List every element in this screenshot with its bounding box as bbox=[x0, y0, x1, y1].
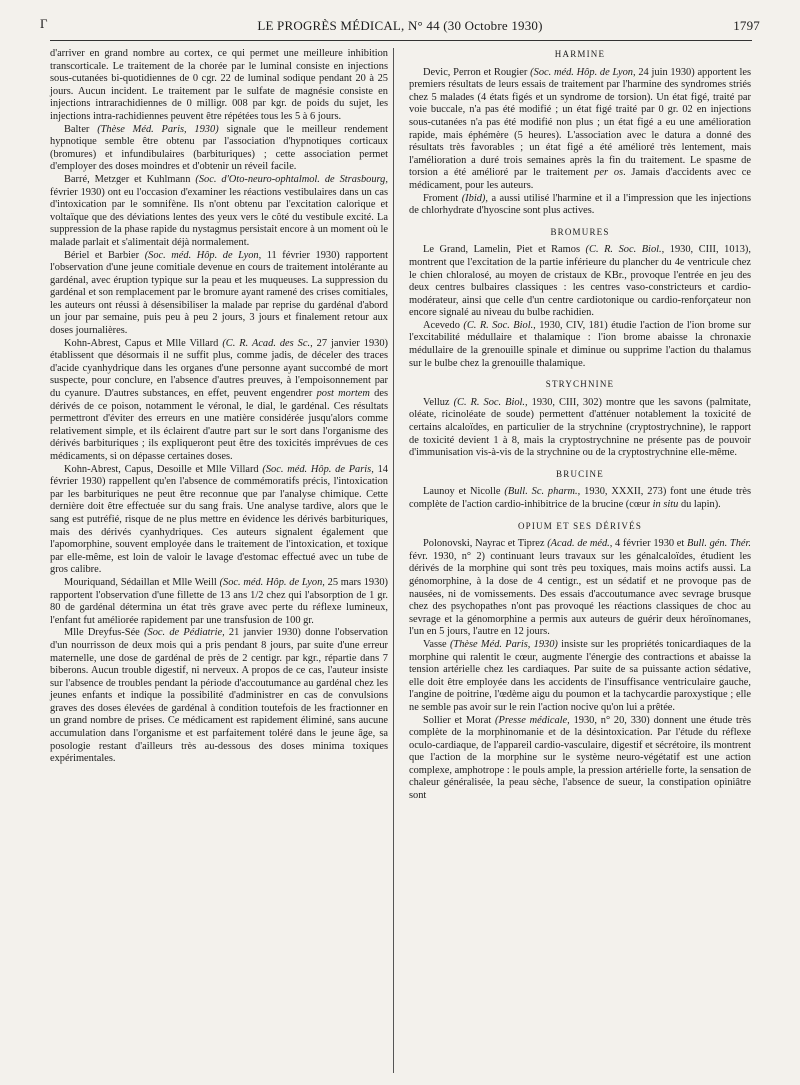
paragraph-text: 11 février 1930) rapportent l'observation d'une jeune comitiale devenue en cours de traitement intolérante au gardénal, avec éruption typique sur la peau et les muqueuses. La suppression du gardénal et son remplacement par le bromure ayant ramené des crises comitiales, les auteurs ont réussi à désensibiliser la malade par reprise du gardénal d'abord un jour par semaine, puis peu à peu 2 jours, 3 jours et finalement retour aux doses journalières. bbox=[50, 249, 388, 337]
reference: (Thèse Méd. Paris, 1930) bbox=[449, 638, 558, 650]
author-names: Mouriquand, Sédaillan et Mlle Weill bbox=[64, 576, 217, 588]
column-divider bbox=[393, 48, 394, 1073]
author-names: Kohn-Abrest, Capus et Mlle Villard bbox=[64, 337, 219, 349]
running-title: LE PROGRÈS MÉDICAL, N° 44 (30 Octobre 1930) bbox=[257, 18, 543, 33]
section-heading: HARMINE bbox=[554, 49, 606, 59]
reference: (Thèse Méd. Paris, 1930) bbox=[97, 123, 219, 135]
paragraph-text: 1930, CIII, 302) montre que les savons (palmitate, oléate, ricinoléate de soude) permettent d'atténuer notablement la toxicité de certains alcaloïdes, en particulier de la strychnine (cryptostrychnine), le rapport de toxicité devient 1 à 8, mais la cryptostrychnine ne présente pas de pouvoir d'immunisation vis-à-vis de la strychnine ou de la cryptostrychnine elle-même. bbox=[409, 396, 751, 459]
section-heading: OPIUM ET SES DÉRIVÉS bbox=[517, 520, 643, 531]
paragraph: d'arriver en grand nombre au cortex, ce qui permet une meilleure inhibition transcorticale. Le traitement de la chorée par le luminal consiste en injections sous-cutanées bi-quotidiennes de 0 cgr. 22 de luminal sodique pendant 20 à 25 jours. Aucun incident. Le traitement par le sulfate de magnésie consiste en injections intrarachidiennes de 0 milligr. 008 par kgr. de poids du sujet, les injections intra-rachidiennes peuvent être répétées tous les 5 à 6 jours. bbox=[50, 48, 388, 122]
paragraph bbox=[409, 538, 751, 639]
paragraph-text: 21 janvier 1930) donne l'observation d'un nourrisson de deux mois qui a pris pendant 8 jours, par suite d'une erreur maternelle, une dose de gardénal de près de 2 centigr. par kgr., répartie dans 7 biberons. Aucun trouble digestif, ni nerveux. A propos de ce cas, l'auteur insiste sur l'absence de troubles pendant la période d'accoutumance au gardénal chez les jeunes enfants et indique la possibilité d'administrer en cas de convulsions graves des doses élevées de gardénal à condition toutefois de les fractionner en un grand nombre de prises. Ce médicament est rapidement éliminé, sans aucune accumulation dans l'organisme et est parfaitement toléré dans le jeune âge, sa posologie restant d'ailleurs très au-dessous des doses minima toxiques expérimentales. bbox=[50, 627, 389, 765]
author-names: Barré, Metzger et Kuhlmann bbox=[64, 173, 191, 185]
paragraph-text: 14 février 1930) rappellent qu'en l'absence de commémoratifs précis, l'intoxication par les barbituriques ne peut être reconnue que par l'analyse chimique. Cette dernière doit être effectuée sur du sang frais. Une analyse tardive, alors que le sang est putréfié, risque de ne plus mettre en évidence les dérivés barbituriques, mais des dérivés cyanhydriques. Ces auteurs signalent également que l'apomorphine, souvent employée dans le traitement de l'intoxication, et toxique par elle-même, est loin de valoir le lavage d'estomac effectué avec un tube de gros calibre. bbox=[50, 463, 388, 576]
paragraph-text: févr. 1930, n° 2) continuant leurs travaux sur les génalcaloïdes, étudient les dérivés de la morphine qui sont très peu toxiques, mais moins actifs aussi. La génomorphine, à la dose de 4 centigr., est un sédatif et ne provoque pas de nausées, ni de vomissements. Des essais d'accoutumance avec sevrage brusque chez des psychopathes n'ont pas provoqué les réactions classiques de choc au sevrage et la génomorphine a permis aux auteurs de guérir deux héroïnomanes, l'un en 5 jours, l'autre en 12 jours. bbox=[409, 550, 751, 638]
reference: (C. R. Soc. Biol., bbox=[585, 244, 665, 256]
paragraph-text: 1930, CIII, 1013), montrent que l'excitation de la partie inférieure du plancher du 4e ventricule chez le chien chloralosé, au moyen de cristaux de KBr., provoque l'entrée en jeu des deux centres bulbaires classiques : les centres vaso-constricteurs et cardio-modérateur, ainsi que celle d'un centre cardiotonique ou cardio-renforçateur non encore signalé au niveau du bulbe rachidien. bbox=[409, 244, 751, 319]
author-names: Launoy et Nicolle bbox=[423, 486, 501, 498]
paragraph bbox=[409, 67, 751, 193]
page-header bbox=[40, 16, 760, 38]
paragraph bbox=[409, 320, 751, 370]
author-names: Velluz bbox=[423, 396, 450, 408]
paragraph bbox=[50, 250, 388, 338]
reference: (Ibid), bbox=[461, 192, 488, 204]
reference: (Soc. de Pédiatrie, bbox=[144, 627, 225, 639]
reference: (C. R. Soc. Biol., bbox=[463, 319, 536, 331]
paragraph-text: 1930, CIV, 181) étudie l'action de l'ion brome sur l'excitabilité médullaire et thalamique : l'ion brome abaisse la chronaxie médullaire de la grenouille spinale et diminue ou supprime l'action du thalamus sur le bulbe chez la grenouille thalamique. bbox=[409, 319, 751, 369]
reference: (Soc. méd. Hôp. de Lyon, bbox=[219, 576, 325, 588]
reference: (Soc. d'Oto-neuro-ophtalmol. de Strasbourg, bbox=[195, 173, 388, 185]
reference: (Presse médicale, bbox=[495, 714, 570, 726]
italic-term: per os bbox=[594, 167, 624, 179]
italic-term: post mortem bbox=[316, 388, 370, 400]
paragraph bbox=[409, 486, 751, 511]
reference: (Soc. méd. Hôp. de Lyon, bbox=[530, 66, 636, 78]
italic-term: in situ bbox=[652, 499, 679, 510]
paragraph-text: 4 février 1930 et bbox=[612, 538, 687, 550]
left-column bbox=[50, 48, 388, 766]
section-heading: STRYCHNINE bbox=[545, 379, 615, 390]
section-heading: BROMURES bbox=[550, 226, 610, 237]
author-names: Mlle Dreyfus-Sée bbox=[64, 627, 140, 639]
paragraph-text: 1930, XXXII, 273) font une étude très complète de l'action cardio-inhibitrice de la brucine (cœur bbox=[409, 486, 751, 510]
right-column bbox=[409, 48, 751, 803]
paragraph-text: 1930, n° 20, 330) donnent une étude très complète de la morphinomanie et de la désintoxication. Par l'étude du réflexe oculo-cardiaque, de l'appareil cardio-vasculaire, digestif et sécrétoire, ils montrent que l'action de la morphine sur le système neuro-végétatif est une action complexe, amphotrope : le pouls ample, la pression artérielle forte, la sensation de chaleur généralisée, la peau sèche, l'absence de sueur, la constipation opiniâtre sont bbox=[409, 714, 751, 802]
author-names: Polonovski, Nayrac et Tiprez bbox=[423, 538, 545, 550]
paragraph bbox=[409, 639, 751, 715]
author-names: Sollier et Morat bbox=[423, 714, 492, 726]
author-names: Kohn-Abrest, Capus, Desoille et Mlle Villard bbox=[64, 463, 259, 475]
corner-mark: Γ bbox=[40, 16, 48, 31]
paragraph-text: a aussi utilisé l'harmine et il a l'impression que les injections de chlorhydrate d'hyoscine sont plus actives. bbox=[409, 192, 751, 217]
paragraph bbox=[50, 577, 388, 627]
paragraph-text: 25 mars 1930) rapportent l'observation d'une fillette de 13 ans 1/2 chez qui l'absorption de 1 gr. 80 de gardénal détermina un état très grave avec perte du réflexe lumineux, l'enfant fut améliorée rapidement par une transfusion de 100 gr. bbox=[50, 576, 388, 626]
paragraph bbox=[50, 174, 388, 250]
paragraph-text: des dérivés de ce poison, notamment le véronal, le dial, le gardénal. Ces résultats permettront d'éviter des erreurs en une matière considérée jusqu'alors comme relativement simple, et ils éclairent d'autre part sur le sort dans l'organisme des dérivés barbituriques ; ils expliqueront peut être des toxicités imprévues de ces médicaments, si on dépasse certaines doses. bbox=[50, 388, 388, 462]
paragraph bbox=[50, 627, 388, 766]
paragraph bbox=[409, 397, 751, 460]
paragraph-text: 27 janvier 1930) établissent que désormais il ne suffit plus, comme jadis, de déceler des traces d'acide cyanhydrique dans les organes d'une personne ayant succombé de mort suspecte, pour conclure, en l'absence d'autres preuves, à l'empoisonnement par du cyanure. D'autres substances, en effet, peuvent engendrer bbox=[50, 337, 388, 400]
author-names: Devic, Perron et Rougier bbox=[423, 66, 528, 78]
reference: (C. R. Acad. des Sc., bbox=[222, 337, 313, 349]
paragraph bbox=[409, 193, 751, 218]
paragraph-text: du lapin). bbox=[678, 499, 721, 510]
author-names: Acevedo bbox=[423, 319, 460, 331]
paragraph-text: 24 juin 1930) apportent les premiers résultats de leurs essais de traitement par l'harmine des syndromes striés chez 5 malades (4 états figés et un syndrome de torsion). Un état figé, traité par voie buccale, n'a pas été modifié ; un état figé traité par 0 gr. 02 en injections sous-cutanées n'a pas été modifié non plus ; un état figé a eu une amélioration rapide, mais éphémère (5 heures). L'association avec le datura a donné des résultats très favorables ; un état figé a été amélioré très lentement, mais l'amélioration a duré trois semaines après la fin du traitement. Le spasme de torsion a été amélioré par le traitement bbox=[409, 66, 751, 179]
author-names: Balter bbox=[64, 123, 90, 135]
reference: (Acad. de méd., bbox=[547, 538, 613, 550]
reference: (Soc. méd. Hôp. de Lyon, bbox=[144, 249, 262, 261]
paragraph bbox=[50, 338, 388, 464]
reference: (C. R. Soc. Biol., bbox=[453, 396, 528, 408]
reference: (Bull. Sc. pharm., bbox=[504, 486, 581, 498]
paragraph bbox=[409, 715, 751, 803]
author-names: Le Grand, Lamelin, Piet et Ramos bbox=[423, 244, 580, 256]
paragraph-text: insiste sur les propriétés tonicardiaques de la morphine qui ralentit le cœur, augmente l'énergie des contractions et abaisse la tension artérielle chez les cardiaques. Par suite de sa puissante action sédative, elle doit être employée dans les accidents de l'insuffisance ventriculaire gauche, l'angine de poitrine, l'œdème aigu du poumon et la tachycardie paroxystique ; elle ne semble pas avoir sur le rein l'action nocive qu'on lui a prêtée. bbox=[409, 638, 751, 713]
reference: (Soc. méd. Hôp. de Paris, bbox=[262, 463, 374, 475]
paragraph bbox=[50, 464, 388, 577]
reference: Bull. gén. Thér. bbox=[687, 538, 751, 550]
page-number: 1797 bbox=[733, 18, 760, 33]
paragraph bbox=[50, 124, 388, 174]
paragraph-text: . Jamais d'accidents avec ce médicament, pour les auteurs. bbox=[409, 167, 751, 191]
paragraph-text: février 1930) ont eu l'occasion d'examiner les réactions vestibulaires dans un cas d'intoxication par le somnifène. Ils n'ont obtenu par l'excitation calorique et voltaïque que des déviations lentes des yeux vers le côté du vestibule excité. La suppression de la phase rapide du nystagmus persistait encore à un moment où le malade parlait et s'alimentait déjà normalement. bbox=[50, 186, 388, 248]
author-names: Vasse bbox=[423, 638, 447, 650]
author-names: Froment bbox=[423, 192, 459, 204]
author-names: Bériel et Barbier bbox=[64, 249, 140, 261]
header-rule bbox=[50, 40, 752, 41]
section-heading: BRUCINE bbox=[556, 468, 604, 479]
paragraph bbox=[409, 244, 751, 320]
paragraph-text: signale que le meilleur rendement hypnotique semble être obtenu par l'association d'hypnotiques corticaux (bromures) et infundibulaires (barbituriques) ; cette association permet d'employer des doses moindres et d'obtenir un réveil facile. bbox=[50, 123, 388, 173]
